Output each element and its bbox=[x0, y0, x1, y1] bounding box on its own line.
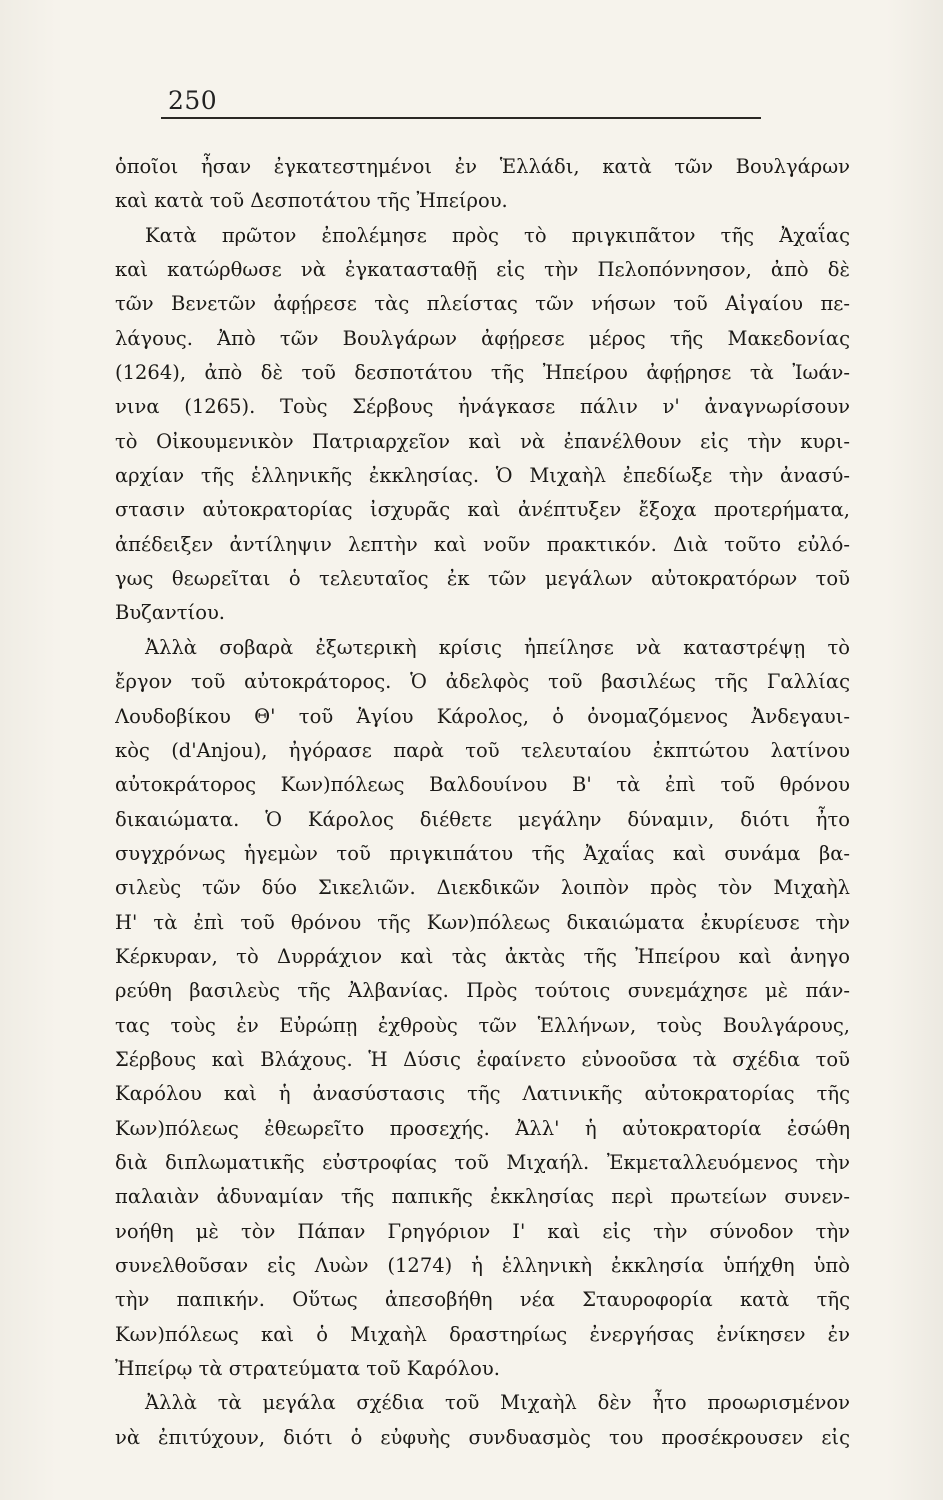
text-line: νινα (1265). Τοὺς Σέρβους ἠνάγκασε πάλιν ν' ἀναγνωρίσουν bbox=[115, 395, 850, 419]
text-line: τὴν παπικήν. Οὕτως ἀπεσοβήθη νέα Σταυροφορία κατὰ τῆς bbox=[115, 1288, 850, 1312]
text-line: αρχίαν τῆς ἑλληνικῆς ἐκκλησίας. Ὁ Μιχαὴλ ἐπεδίωξε τὴν ἀνασύ- bbox=[115, 464, 850, 488]
text-line: λάγους. Ἀπὸ τῶν Βουλγάρων ἀφῄρεσε μέρος τῆς Μακεδονίας bbox=[115, 326, 850, 350]
text-line: νοήθη μὲ τὸν Πάπαν Γρηγόριον Ι' καὶ εἰς τὴν σύνοδον τὴν bbox=[115, 1219, 850, 1243]
text-line: ἀπέδειξεν ἀντίληψιν λεπτὴν καὶ νοῦν πρακτικόν. Διὰ τοῦτο εὐλό- bbox=[115, 532, 850, 556]
text-line: αὐτοκράτορος Κων)πόλεως Βαλδουίνου Β' τὰ ἐπὶ τοῦ θρόνου bbox=[115, 773, 850, 797]
text-line: ρεύθη βασιλεὺς τῆς Ἀλβανίας. Πρὸς τούτοις συνεμάχησε μὲ πάν- bbox=[115, 979, 850, 1003]
header-rule bbox=[161, 117, 761, 119]
text-line: Κων)πόλεως ἐθεωρεῖτο προσεχής. Ἀλλ' ἡ αὐτοκρατορία ἐσώθη bbox=[115, 1116, 850, 1140]
text-line: ἔργον τοῦ αὐτοκράτορος. Ὁ ἀδελφὸς τοῦ βασιλέως τῆς Γαλλίας bbox=[115, 670, 850, 694]
text-line: καὶ κατὰ τοῦ Δεσποτάτου τῆς Ἠπείρου. bbox=[115, 189, 508, 213]
text-line: γως θεωρεῖται ὁ τελευταῖος ἐκ τῶν μεγάλων αὐτοκρατόρων τοῦ bbox=[115, 567, 850, 591]
text-line: σιλεὺς τῶν δύο Σικελιῶν. Διεκδικῶν λοιπὸν πρὸς τὸν Μιχαὴλ bbox=[115, 876, 850, 900]
text-line: συγχρόνως ἡγεμὼν τοῦ πριγκιπάτου τῆς Ἀχαΐας καὶ συνάμα βα- bbox=[115, 841, 850, 865]
text-line: συνελθοῦσαν εἰς Λυὼν (1274) ἡ ἑλληνικὴ ἐκκλησία ὑπήχθη ὑπὸ bbox=[115, 1254, 850, 1277]
text-line: τας τοὺς ἐν Εὐρώπῃ ἐχθροὺς τῶν Ἑλλήνων, τοὺς Βουλγάρους, bbox=[115, 1013, 850, 1037]
text-line: Κέρκυραν, τὸ Δυρράχιον καὶ τὰς ἀκτὰς τῆς Ἠπείρου καὶ ἀνηγο bbox=[115, 944, 850, 968]
text-line: κὸς (d'Anjou), ἠγόρασε παρὰ τοῦ τελευταίου ἐκπτώτου λατίνου bbox=[115, 738, 850, 762]
text-line: παλαιὰν ἀδυναμίαν τῆς παπικῆς ἐκκλησίας περὶ πρωτείων συνεν- bbox=[115, 1185, 850, 1209]
text-line: Βυζαντίου. bbox=[115, 601, 226, 625]
text-line: τῶν Βενετῶν ἀφῄρεσε τὰς πλείστας τῶν νήσων τοῦ Αἰγαίου πε- bbox=[115, 292, 850, 316]
text-line: Σέρβους καὶ Βλάχους. Ἡ Δύσις ἐφαίνετο εὐνοοῦσα τὰ σχέδια τοῦ bbox=[115, 1047, 850, 1071]
text-line: διὰ διπλωματικῆς εὐστροφίας τοῦ Μιχαήλ. Ἐκμεταλλευόμενος τὴν bbox=[115, 1150, 850, 1174]
text-line: στασιν αὐτοκρατορίας ἰσχυρᾶς καὶ ἀνέπτυξεν ἔξοχα προτερήματα, bbox=[115, 498, 850, 522]
text-line: (1264), ἀπὸ δὲ τοῦ δεσποτάτου τῆς Ἠπείρου ἀφῄρησε τὰ Ἰωάν- bbox=[115, 361, 850, 385]
text-line: Κατὰ πρῶτον ἐπολέμησε πρὸς τὸ πριγκιπᾶτον τῆς Ἀχαΐας bbox=[145, 223, 850, 247]
text-line: νὰ ἐπιτύχουν, διότι ὁ εὐφυὴς συνδυασμὸς του προσέκρουσεν εἰς bbox=[115, 1425, 850, 1449]
text-line: δικαιώματα. Ὁ Κάρολος διέθετε μεγάλην δύναμιν, διότι ἦτο bbox=[115, 807, 850, 831]
body-text bbox=[115, 150, 850, 1455]
text-line: ὁποῖοι ἦσαν ἐγκατεστημένοι ἐν Ἑλλάδι, κατὰ τῶν Βουλγάρων bbox=[115, 155, 850, 178]
text-line: Καρόλου καὶ ἡ ἀνασύστασις τῆς Λατινικῆς αὐτοκρατορίας τῆς bbox=[115, 1082, 850, 1106]
text-line: τὸ Οἰκουμενικὸν Πατριαρχεῖον καὶ νὰ ἐπανέλθουν εἰς τὴν κυρι- bbox=[115, 429, 850, 453]
text-line: Λουδοβίκου Θ' τοῦ Ἁγίου Κάρολος, ὁ ὀνομαζόμενος Ἀνδεγαυι- bbox=[115, 704, 850, 728]
text-line: Κων)πόλεως καὶ ὁ Μιχαὴλ δραστηρίως ἐνεργήσας ἐνίκησεν ἐν bbox=[115, 1322, 850, 1346]
text-line: Η' τὰ ἐπὶ τοῦ θρόνου τῆς Κων)πόλεως δικαιώματα ἐκυρίευσε τὴν bbox=[115, 910, 850, 934]
text-line: Ἠπείρῳ τὰ στρατεύματα τοῦ Καρόλου. bbox=[115, 1357, 500, 1381]
text-line: Ἀλλὰ τὰ μεγάλα σχέδια τοῦ Μιχαὴλ δὲν ἦτο προωρισμένον bbox=[145, 1391, 850, 1415]
page-number: 250 bbox=[168, 86, 218, 115]
text-line: Ἀλλὰ σοβαρὰ ἐξωτερικὴ κρίσις ἠπείλησε νὰ καταστρέψῃ τὸ bbox=[145, 635, 850, 659]
text-line: καὶ κατώρθωσε νὰ ἐγκατασταθῇ εἰς τὴν Πελοπόννησον, ἀπὸ δὲ bbox=[115, 258, 850, 282]
